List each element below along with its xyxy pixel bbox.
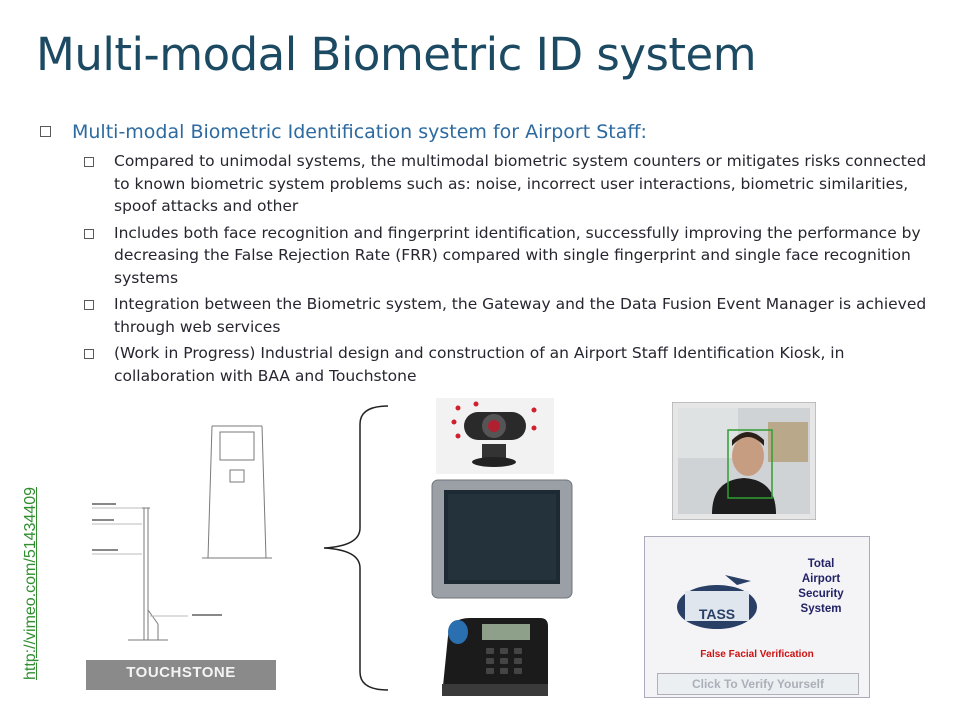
checkbox-bullet-icon	[84, 229, 94, 239]
tass-logo-icon	[675, 567, 759, 631]
touchscreen-monitor-icon	[430, 478, 574, 600]
tass-window	[644, 536, 870, 698]
tass-title-line: System	[800, 603, 842, 615]
brace-icon	[318, 402, 398, 694]
sub-bullet-text: (Work in Progress) Industrial design and construction of an Airport Staff Identification Kiosk, in collaboration with BAA and Touchstone	[114, 344, 845, 385]
slide-title: Multi-modal Biometric ID system	[36, 28, 757, 81]
tass-logo-text: TASS	[698, 606, 736, 622]
sub-bullet	[84, 293, 940, 338]
sub-bullet-text: Integration between the Biometric system, the Gateway and the Data Fusion Event Manager is achieved through web services	[114, 295, 927, 336]
vimeo-link[interactable]: http://vimeo.com/51434409	[22, 486, 39, 680]
tass-title-line: Airport	[801, 573, 841, 585]
sub-bullet-text: Includes both face recognition and fingerprint identification, successfully improving the performance by decreasing the False Rejection Rate (FRR) compared with single fingerprint and single face recognition systems	[114, 223, 921, 287]
heading-text: Multi-modal Biometric Identification system for Airport Staff:	[72, 121, 647, 143]
touchstone-logo-text: TOUCHSTONE	[126, 664, 236, 681]
checkbox-bullet-icon	[84, 349, 94, 359]
checkbox-bullet-icon	[84, 157, 94, 167]
tass-status: False Facial Verification	[700, 649, 814, 660]
touchstone-logo	[86, 660, 276, 690]
verify-button[interactable]: Click To Verify Yourself	[657, 673, 859, 695]
checkbox-bullet-icon	[40, 126, 51, 137]
tass-title-line: Total	[807, 558, 835, 570]
sub-bullet	[84, 222, 940, 290]
fingerprint-reader-icon	[436, 612, 550, 698]
tass-title	[785, 557, 857, 617]
tass-title-line: Security	[798, 588, 844, 600]
checkbox-bullet-icon	[84, 300, 94, 310]
webcam-icon	[436, 398, 554, 474]
bullet-list	[40, 120, 940, 391]
sub-bullet-text: Compared to unimodal systems, the multimodal biometric system counters or mitigates risks connected to known biometric system problems such as: noise, incorrect user interactions, biometric similarities, spoof attacks and other	[114, 152, 927, 215]
sub-bullet	[84, 342, 940, 387]
heading-bullet	[40, 120, 940, 144]
face-recognition-image	[672, 402, 816, 520]
sub-bullet	[84, 150, 940, 218]
kiosk-front-sketch	[198, 420, 278, 565]
